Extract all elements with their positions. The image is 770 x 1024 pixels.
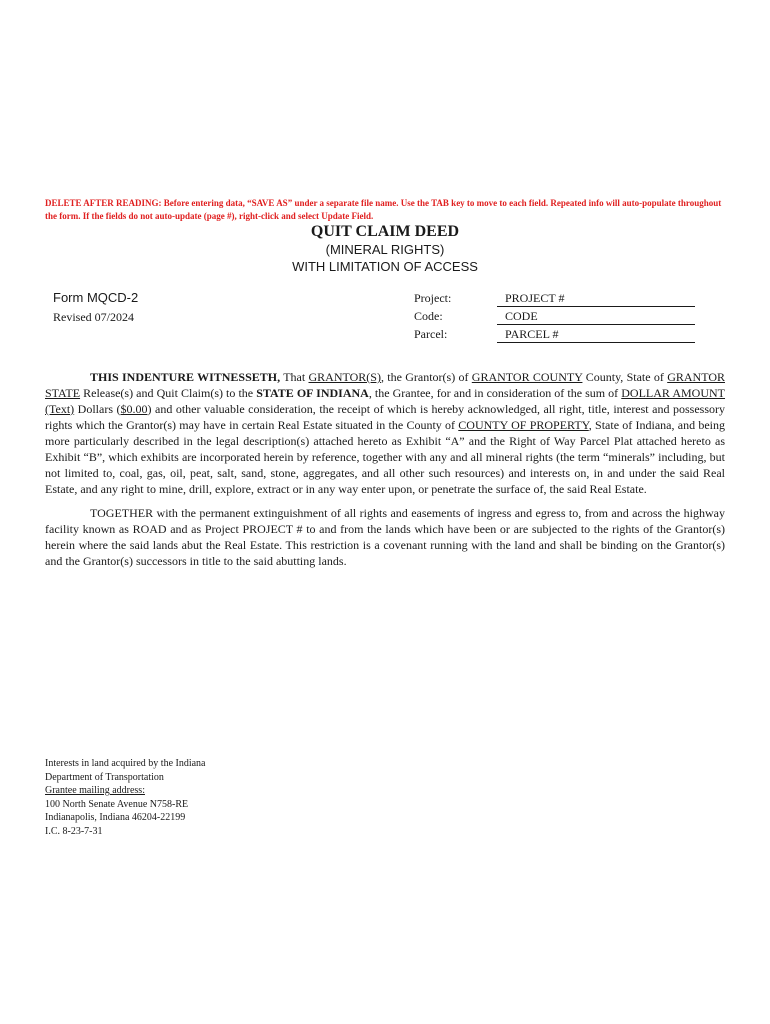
text-run: Release(s) and Quit Claim(s) to the — [80, 386, 257, 400]
text-run: County, State of — [582, 370, 668, 384]
text-run: , the Grantee, for and in consideration of the sum of — [368, 386, 622, 400]
grantor-county-field[interactable]: GRANTOR COUNTY — [471, 370, 583, 384]
dollar-amount-field[interactable]: $0.00 — [120, 402, 148, 416]
revision-date: Revised 07/2024 — [53, 310, 134, 324]
state-of-indiana: STATE OF INDIANA — [256, 386, 369, 400]
together-paragraph: TOGETHER with the permanent extinguishment of all rights and easements of ingress and egress to, from and across the highway facility known as ROAD and as Project PROJECT # to and from the lands which have been or are subjected to the rights of the Grantor(s) herein where the said lands abut the Real Estate. This restriction is a covenant running with the land and shall be binding on the Grantor(s) and the Grantor(s) successors in title to the said abutting lands. — [45, 506, 725, 568]
code-label: Code: — [414, 309, 443, 323]
parcel-label: Parcel: — [414, 327, 448, 341]
footer-line-statute: I.C. 8-23-7-31 — [45, 825, 103, 837]
document-title: QUIT CLAIM DEED — [310, 223, 460, 240]
dollar-amount-text-field[interactable]: DOLLAR AMOUNT (Text) — [45, 386, 726, 416]
delete-after-reading-notice: DELETE AFTER READING: Before entering data, “SAVE AS” under a separate file name. Use the TAB key to move to each field. Repeated info will auto-populate throughout the form. If the fields do not auto-update (page #), right-click and select Update Field. — [45, 198, 722, 221]
text-run: , the Grantor(s) of — [380, 370, 472, 384]
county-of-property-field[interactable]: COUNTY OF PROPERTY — [458, 418, 589, 432]
grantee-address-block — [45, 757, 206, 838]
document-subtitle-mineral-rights: (MINERAL RIGHTS) — [325, 242, 445, 257]
form-number: Form MQCD-2 — [53, 290, 139, 305]
text-run: ) and other valuable consideration, the receipt of which is hereby acknowledged, all right, title, interest and possessory rights which the Grantor(s) may have in certain Real Estate situated in the County of — [45, 402, 725, 432]
footer-line-street: 100 North Senate Avenue N758-RE — [45, 798, 189, 810]
code-field[interactable]: CODE — [497, 309, 695, 325]
footer-line-interests: Interests in land acquired by the Indiana — [45, 758, 206, 769]
indenture-lead: THIS INDENTURE WITNESSETH, — [90, 370, 281, 384]
footer-line-grantee-mailing: Grantee mailing address: — [45, 785, 145, 796]
document-subtitle-limitation: WITH LIMITATION OF ACCESS — [292, 259, 478, 274]
text-run: Dollars ( — [74, 402, 121, 416]
indenture-paragraph — [45, 369, 725, 497]
text-run: That — [280, 370, 309, 384]
text-run: , State of Indiana, and being more particularly described in the legal description(s) attached hereto as Exhibit “A” and the Right of Way Parcel Plat attached hereto as Exhibit “B”, which exhibits are incorporated herein by reference, together with any and all mineral rights (the term “minerals” including, but not limited to, coal, gas, oil, peat, salt, sand, stone, aggregates, and all other such resources) and interests on, in and under the said Real Estate, and any right to mine, drill, explore, extract or in any way enter upon, or penetrate the surface of, the said Real Estate. — [45, 418, 725, 496]
footer-line-city: Indianapolis, Indiana 46204-22199 — [45, 812, 186, 823]
parcel-field[interactable]: PARCEL # — [497, 327, 695, 343]
footer-line-department: Department of Transportation — [45, 771, 164, 783]
grantor-field[interactable]: GRANTOR(S) — [308, 370, 381, 384]
grantor-state-field[interactable]: GRANTOR STATE — [45, 370, 725, 400]
project-field[interactable]: PROJECT # — [497, 291, 695, 307]
deed-body — [45, 369, 725, 577]
project-label: Project: — [414, 291, 452, 305]
